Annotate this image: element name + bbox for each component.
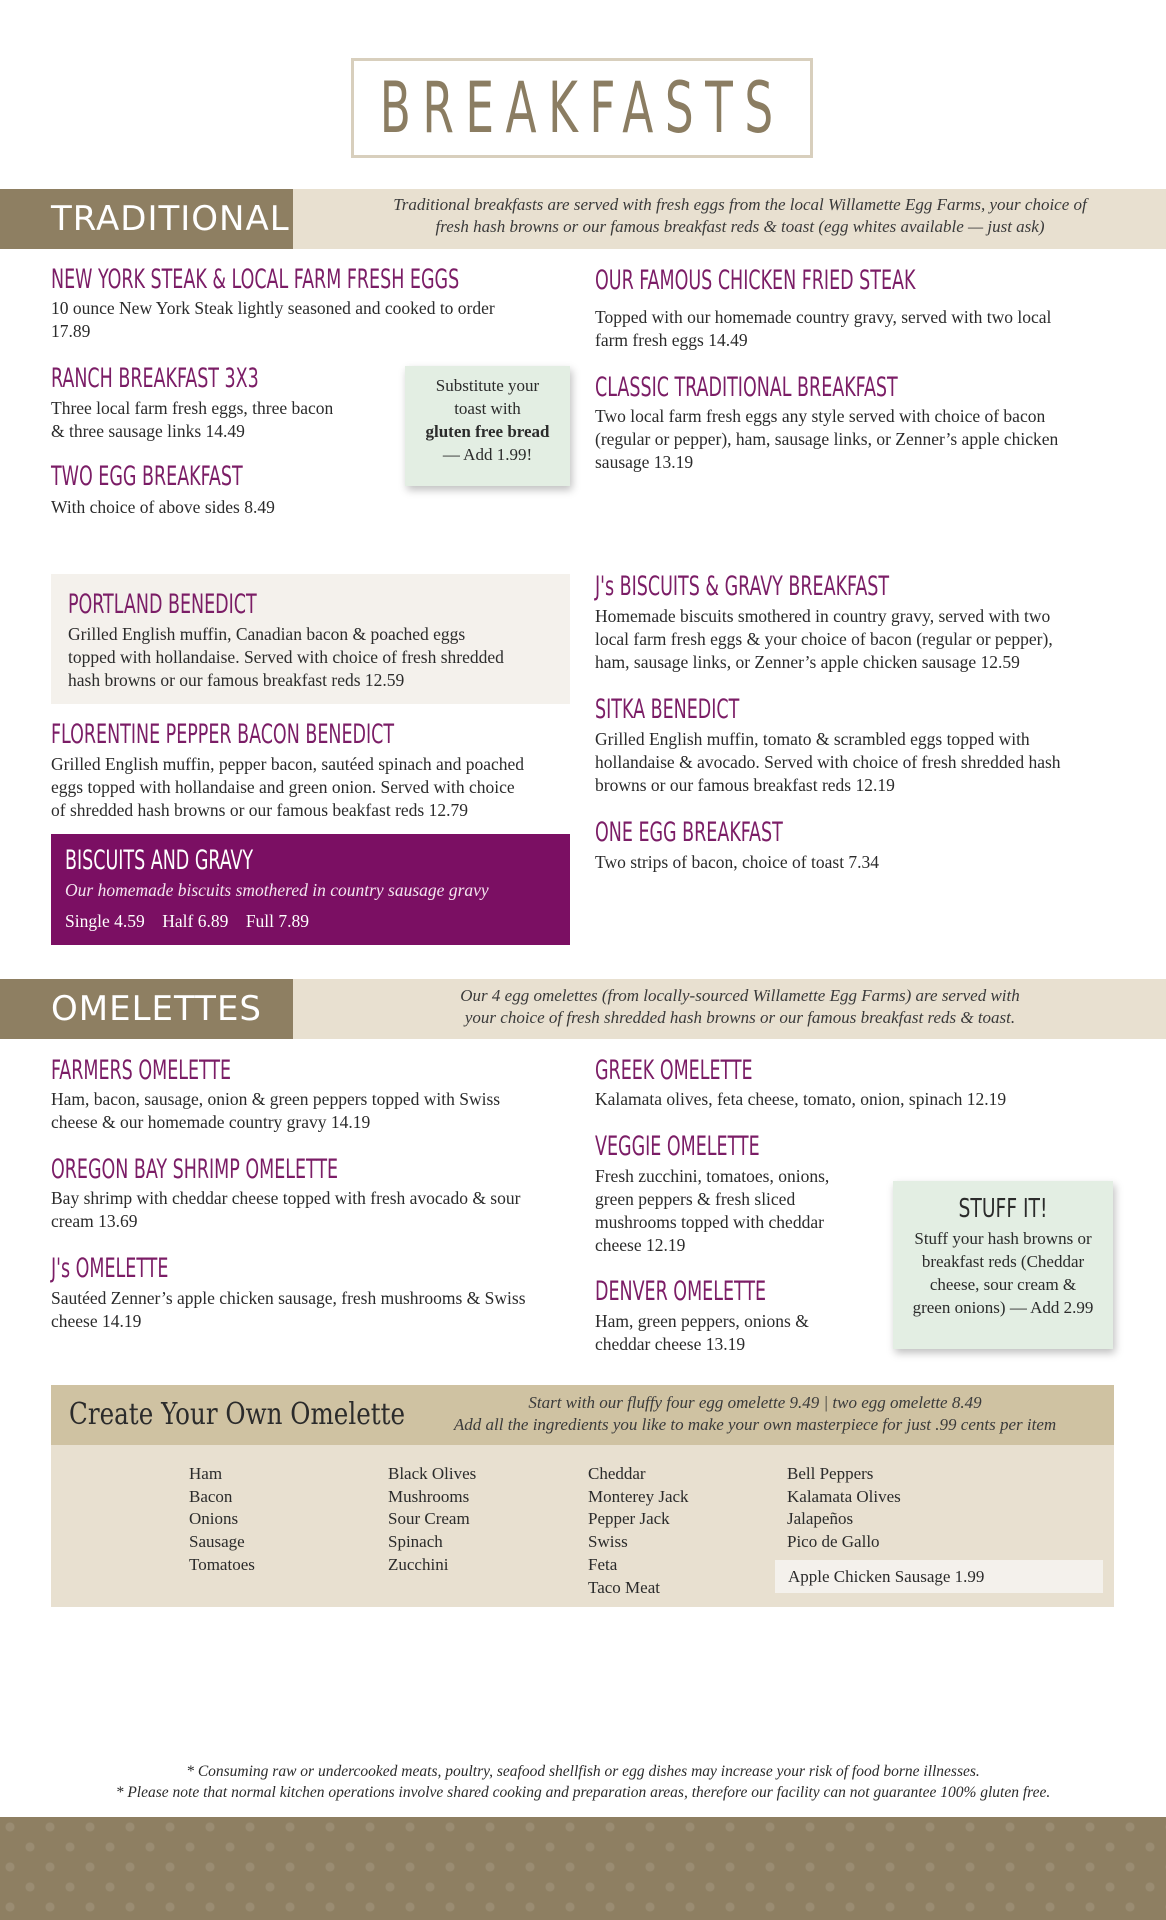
create-your-own-title: Create Your Own Omelette: [69, 1397, 406, 1432]
item-name: FARMERS OMELETTE: [51, 1055, 232, 1086]
omelettes-description: Our 4 egg omelettes (from locally-sourced Willamette Egg Farms) are served with your choice of fresh shredded hash browns or our famous breakfast reds & toast.: [460, 986, 1020, 1027]
ingredient-list: Cheddar Monterey Jack Pepper Jack Swiss Feta Taco Meat: [588, 1464, 689, 1597]
footnote-raw-food: * Consuming raw or undercooked meats, poultry, seafood shellfish or egg dishes may increase your risk of food borne illnesses.: [186, 1763, 980, 1780]
item-description: Bay shrimp with cheddar cheese topped with fresh avocado & sour cream 13.69: [51, 1188, 521, 1231]
item-description: Ham, green peppers, onions & cheddar cheese 13.19: [595, 1311, 809, 1354]
page-title-frame: [351, 58, 813, 158]
item-name: OUR FAMOUS CHICKEN FRIED STEAK: [595, 265, 916, 296]
item-name: TWO EGG BREAKFAST: [51, 461, 243, 492]
item-name: J's OMELETTE: [51, 1253, 169, 1284]
item-description: Grilled English muffin, Canadian bacon & poached eggs topped with hollandaise. Served with choice of fresh shredded hash browns or our famous breakfast reds 12.59: [68, 624, 504, 690]
footer-pattern: [0, 1817, 1166, 1920]
item-name: OREGON BAY SHRIMP OMELETTE: [51, 1154, 339, 1185]
item-description: Three local farm fresh eggs, three bacon & three sausage links 14.49: [51, 398, 334, 441]
stuff-it-callout: STUFF IT! Stuff your hash browns or breakfast reds (Cheddar cheese, sour cream & green onions) — Add 2.99: [893, 1181, 1113, 1349]
traditional-description: Traditional breakfasts are served with fresh eggs from the local Willamette Egg Farms, your choice of fresh hash browns or our famous breakfast reds & toast (egg whites available — just ask): [393, 195, 1087, 236]
item-description: With choice of above sides 8.49: [51, 497, 275, 517]
item-description: Ham, bacon, sausage, onion & green peppers topped with Swiss cheese & our homemade country gravy 14.19: [51, 1089, 501, 1132]
item-name: SITKA BENEDICT: [595, 694, 740, 725]
omelettes-label: OMELETTES: [0, 979, 293, 1039]
item-name: BISCUITS AND GRAVY: [65, 845, 254, 876]
item-description: Two strips of bacon, choice of toast 7.34: [595, 852, 880, 872]
ingredient-list: Bell Peppers Kalamata Olives Jalapeños Pico de Gallo: [787, 1464, 901, 1552]
item-description: Two local farm fresh eggs any style served with choice of bacon (regular or pepper), ham, sausage links, or Zenner’s apple chicken sausage 13.19: [595, 406, 1059, 472]
item-description: Kalamata olives, feta cheese, tomato, onion, spinach 12.19: [595, 1089, 1007, 1109]
ingredient-list: Ham Bacon Onions Sausage Tomatoes: [189, 1464, 255, 1574]
item-name: DENVER OMELETTE: [595, 1276, 767, 1307]
item-name: NEW YORK STEAK & LOCAL FARM FRESH EGGS: [51, 264, 460, 295]
item-name: ONE EGG BREAKFAST: [595, 817, 783, 848]
gluten-free-callout: Substitute your toast with gluten free bread — Add 1.99!: [405, 366, 570, 486]
item-description: Grilled English muffin, tomato & scrambled eggs topped with hollandaise & avocado. Served with choice of fresh shredded hash browns or our famous breakfast reds 12.19: [595, 729, 1061, 795]
traditional-label: TRADITIONAL: [0, 189, 293, 249]
item-description: Fresh zucchini, tomatoes, onions, green peppers & fresh sliced mushrooms topped with cheddar cheese 12.19: [595, 1166, 830, 1255]
item-name: GREEK OMELETTE: [595, 1055, 753, 1086]
item-description: Grilled English muffin, pepper bacon, sautéed spinach and poached eggs topped with hollandaise and green onion. Served with choice of shredded hash browns or our famous beakfast reds 12.79: [51, 754, 525, 820]
item-name: PORTLAND BENEDICT: [68, 589, 257, 620]
page-title: BREAKFASTS: [379, 67, 785, 149]
item-name: VEGGIE OMELETTE: [595, 1131, 760, 1162]
item-description: Homemade biscuits smothered in country gravy, served with two local farm fresh eggs & your choice of bacon (regular or pepper), ham, sausage links, or Zenner’s apple chicken sausage 12.59: [595, 606, 1053, 672]
footnote-gluten: * Please note that normal kitchen operations involve shared cooking and preparation areas, therefore our facility can not guarantee 100% gluten free.: [115, 1784, 1051, 1801]
item-name: CLASSIC TRADITIONAL BREAKFAST: [595, 372, 898, 403]
item-description: Our homemade biscuits smothered in country sausage gravy: [65, 880, 489, 900]
ingredient-list: Black Olives Mushrooms Sour Cream Spinach Zucchini: [388, 1464, 477, 1574]
item-name: FLORENTINE PEPPER BACON BENEDICT: [51, 719, 395, 750]
item-name: J's BISCUITS & GRAVY BREAKFAST: [595, 571, 890, 602]
item-name: RANCH BREAKFAST 3X3: [51, 363, 259, 394]
create-your-own-description: Start with our fluffy four egg omelette 9.49 | two egg omelette 8.49 Add all the ingredients you like to make your own masterpiece for just .99 cents per item: [453, 1393, 1057, 1434]
item-description: Topped with our homemade country gravy, served with two local farm fresh eggs 14.49: [595, 307, 1052, 350]
item-description: Sautéed Zenner’s apple chicken sausage, fresh mushrooms & Swiss cheese 14.19: [51, 1288, 526, 1331]
item-description: 10 ounce New York Steak lightly seasoned and cooked to order 17.89: [51, 298, 495, 341]
stuff-it-title: STUFF IT!: [958, 1194, 1048, 1224]
item-prices: Single 4.59 Half 6.89 Full 7.89: [65, 911, 310, 931]
special-ingredient: Apple Chicken Sausage 1.99: [775, 1560, 1103, 1593]
